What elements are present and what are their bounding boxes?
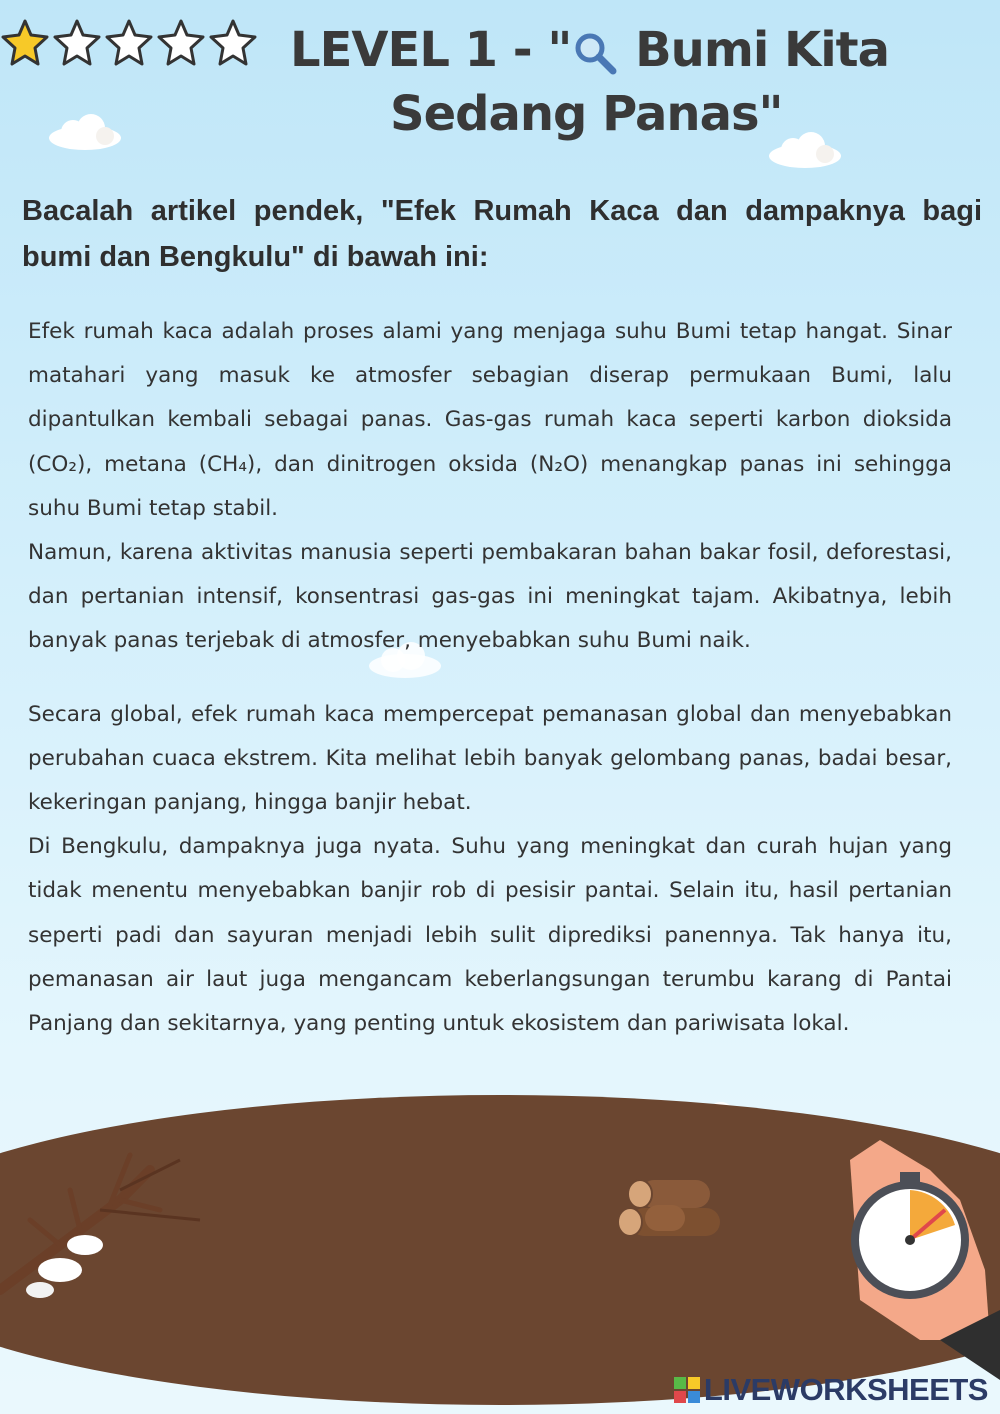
article-paragraph: Di Bengkulu, dampaknya juga nyata. Suhu yang meningkat dan curah hujan yang tidak menentu menyebabkan banjir rob di pesisir pantai. Selain itu, hasil pertanian seperti padi dan sayuran menjadi lebih sulit diprediksi panennya. Tak hanya itu, pemanasan air laut juga mengancam keberlangsungan terumbu karang di Pantai Panjang dan sekitarnya, yang penting untuk ekosistem dan pariwisata lokal. — [28, 834, 952, 1037]
article-paragraph: Efek rumah kaca adalah proses alami yang menjaga suhu Bumi tetap hangat. Sinar matahari yang masuk ke atmosfer sebagian diserap permukaan Bumi, lalu dipantulkan kembali sebagai panas. Gas-gas rumah kaca seperti karbon dioksida (CO₂), metana (CH₄), dan dinitrogen oksida (N₂O) menangkap panas ini sehingga suhu Bumi tetap stabil. — [28, 319, 952, 521]
title-line2: Sedang Panas" — [390, 86, 783, 142]
article — [28, 310, 952, 1046]
star-rating — [0, 18, 258, 68]
ground-illustration — [0, 1040, 1000, 1414]
instruction-heading: Bacalah artikel pendek, "Efek Rumah Kaca dan dampaknya bagi bumi dan Bengkulu" di bawah ini: — [22, 195, 982, 273]
article-paragraph: Namun, karena aktivitas manusia seperti pembakaran bahan bakar fosil, deforestasi, dan pertanian intensif, konsentrasi gas-gas ini meningkat tajam. Akibatnya, lebih banyak panas terjebak di atmosfer, menyebabkan suhu Bumi naik. — [28, 540, 952, 654]
liveworksheets-icon — [674, 1377, 700, 1403]
title-line1-suffix: Bumi Kita — [635, 22, 889, 78]
star-icon — [0, 18, 50, 68]
article-paragraph: Secara global, efek rumah kaca mempercepat pemanasan global dan menyebabkan perubahan cuaca ekstrem. Kita melihat lebih banyak gelombang panas, badai besar, kekeringan panjang, hingga banjir hebat. — [28, 701, 952, 816]
page-title — [290, 18, 890, 146]
liveworksheets-logo — [674, 1372, 988, 1408]
brand-text: LIVEWORKSHEETS — [703, 1372, 988, 1407]
star-icon — [156, 18, 206, 68]
star-icon — [104, 18, 154, 68]
magnifier-icon — [573, 31, 617, 75]
logs-icon — [618, 1180, 720, 1236]
title-line1-prefix: LEVEL 1 - " — [290, 22, 572, 78]
cloud-icon — [45, 112, 125, 152]
star-icon — [208, 18, 258, 68]
star-icon — [52, 18, 102, 68]
cloud-icon — [765, 130, 845, 170]
